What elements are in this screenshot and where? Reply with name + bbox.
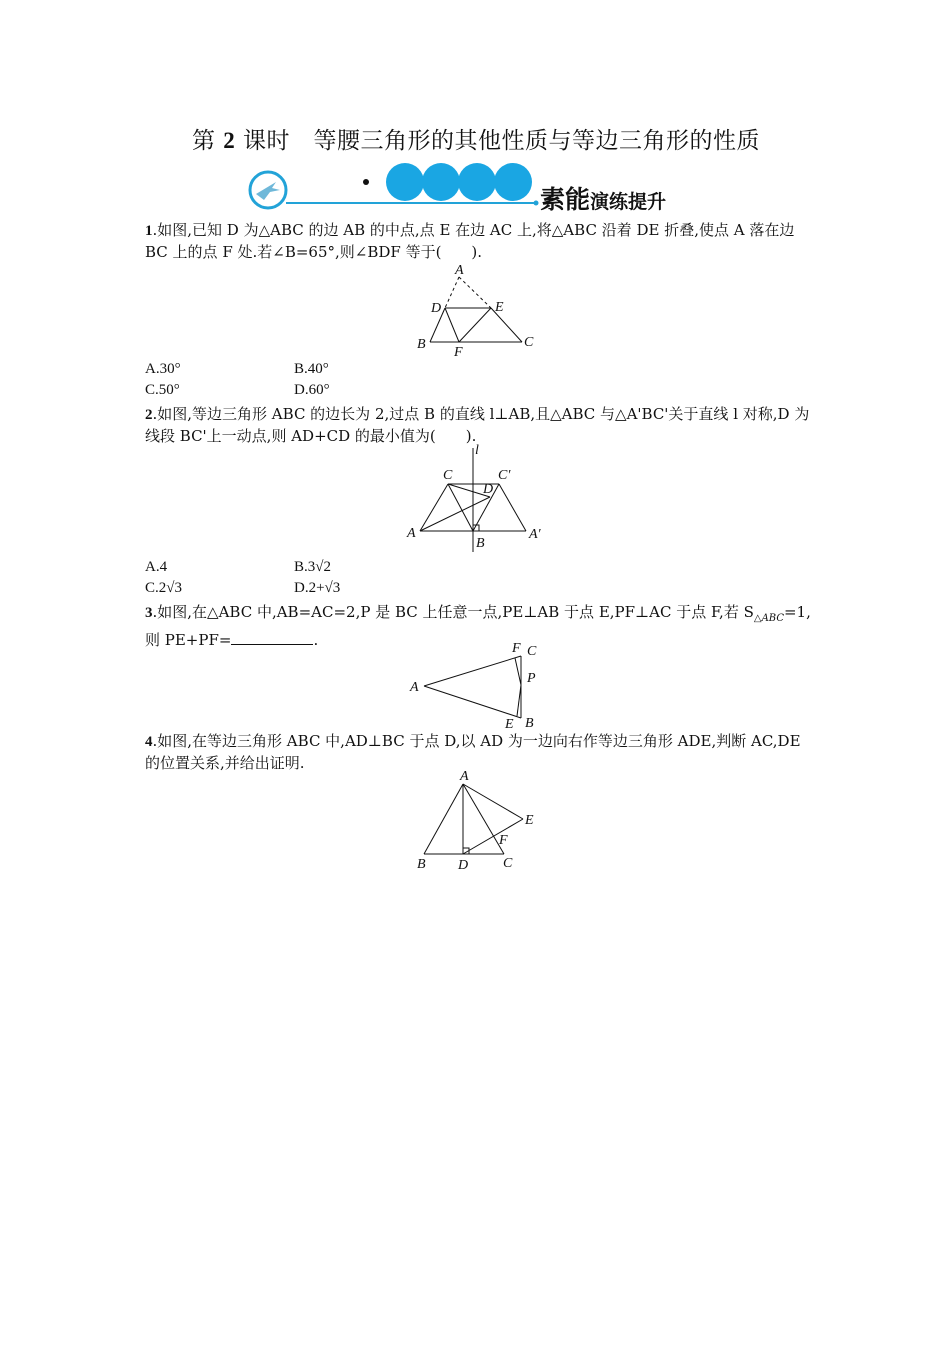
q1-option-a[interactable]: A.30°	[145, 361, 181, 377]
label-l: l	[475, 443, 479, 458]
label-A: A	[407, 526, 416, 541]
label-F: F	[454, 345, 463, 360]
q2-option-d[interactable]: D.2+√3	[294, 580, 341, 596]
label-C: C	[527, 644, 537, 659]
label-F: F	[499, 833, 508, 848]
section-banner-title: 素能演练提升	[540, 185, 667, 214]
q1-option-d[interactable]: D.60°	[294, 382, 330, 398]
question-2: 2.如图,等边三角形 ABC 的边长为 2,过点 B 的直线 l⊥AB,且△ABC 与△A'BC'关于直线 l 对称,D 为线段 BC'上一动点,则 AD+CD 的最小值为( ).	[145, 405, 810, 445]
answer-blank[interactable]	[231, 629, 313, 645]
figure-q4	[410, 766, 550, 874]
label-A: A	[455, 263, 464, 278]
label-D: D	[431, 301, 442, 316]
label-E: E	[525, 813, 534, 828]
label-C: C	[503, 856, 513, 871]
label-C-prime: C′	[498, 468, 511, 483]
label-E: E	[505, 717, 514, 732]
label-P: P	[527, 671, 536, 686]
q2-option-b[interactable]: B.3√2	[294, 559, 331, 575]
q1-option-b[interactable]: B.40°	[294, 361, 329, 377]
question-3: 3.如图,在△ABC 中,AB=AC=2,P 是 BC 上任意一点,PE⊥AB 于点 E,PF⊥AC 于点 F,若 $S_{\triangle ABC}=1$,则 PE+PF= .	[145, 603, 811, 649]
label-D: D	[458, 858, 469, 873]
figure-q1	[410, 262, 540, 362]
q2-option-c[interactable]: C.2√3	[145, 580, 182, 596]
question-4: 4.如图,在等边三角形 ABC 中,AD⊥BC 于点 D,以 AD 为一边向右作等边三角形 ADE,判断 AC,DE 的位置关系,并给出证明.	[145, 732, 801, 772]
label-C: C	[524, 335, 534, 350]
page-title: 第 2 课时 等腰三角形的其他性质与等边三角形的性质	[191, 128, 761, 154]
figure-q2	[404, 440, 554, 558]
label-B: B	[417, 337, 426, 352]
label-D: D	[483, 482, 494, 497]
label-E: E	[495, 300, 504, 315]
label-C: C	[443, 468, 453, 483]
label-B: B	[476, 536, 485, 551]
label-B: B	[417, 857, 426, 872]
q2-option-a[interactable]: A.4	[145, 559, 168, 575]
label-B: B	[525, 716, 534, 731]
label-A: A	[410, 680, 419, 695]
q1-option-c[interactable]: C.50°	[145, 382, 180, 398]
label-A-prime: A′	[529, 527, 541, 542]
label-A: A	[460, 769, 469, 784]
figure-q3	[408, 638, 548, 732]
question-1: 1.如图,已知 D 为△ABC 的边 AB 的中点,点 E 在边 AC 上,将△ABC 沿着 DE 折叠,使点 A 落在边 BC 上的点 F 处.若∠B=65°,则∠BDF 等于( ).	[145, 221, 795, 261]
label-F: F	[512, 641, 521, 656]
